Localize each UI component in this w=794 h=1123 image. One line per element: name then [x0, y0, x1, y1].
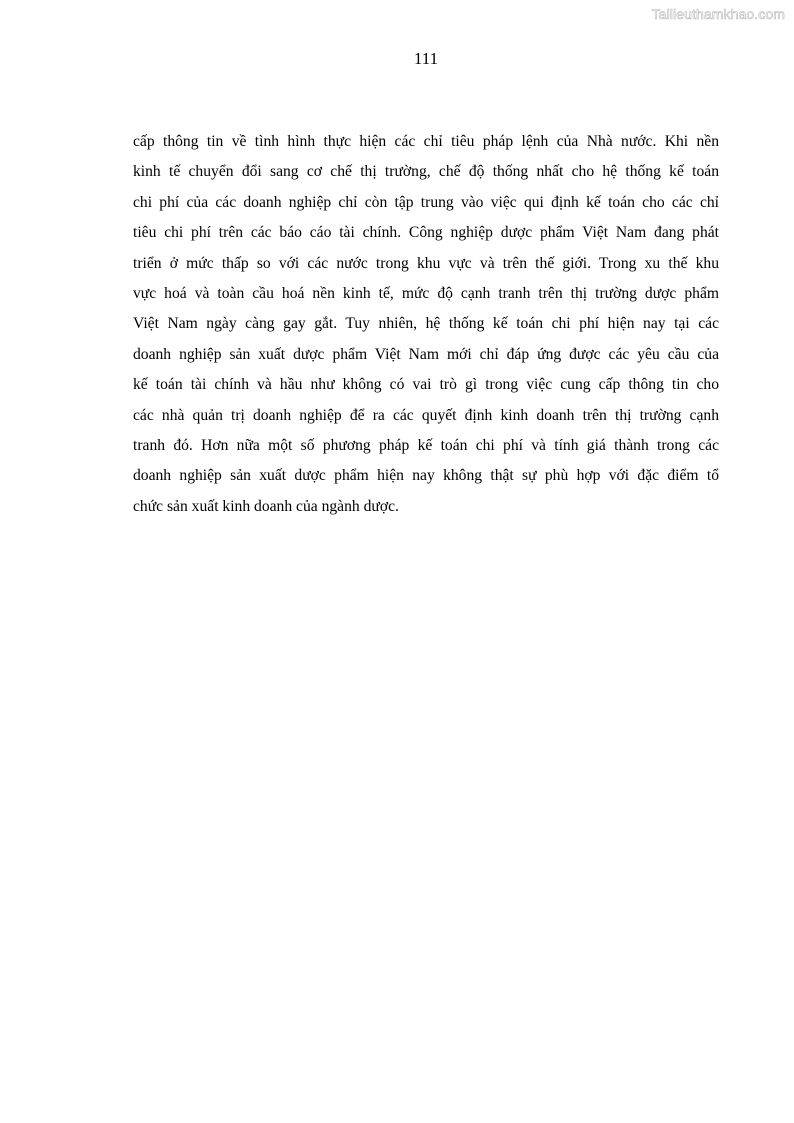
paragraph-line: triển ở mức thấp so với các nước trong khu vực và trên thế giới. Trong xu thế khu — [133, 254, 719, 272]
paragraph-line: chi phí của các doanh nghiệp chỉ còn tập trung vào việc qui định kế toán cho các chỉ — [133, 193, 719, 211]
paragraph-line: các nhà quản trị doanh nghiệp để ra các quyết định kinh doanh trên thị trường cạnh — [133, 406, 719, 424]
paragraph-line: vực hoá và toàn cầu hoá nền kinh tế, mức độ cạnh tranh trên thị trường dược phẩm — [133, 285, 719, 303]
paragraph-line: doanh nghiệp sản xuất dược phẩm Việt Nam mới chỉ đáp ứng được các yêu cầu của — [133, 345, 719, 363]
paragraph-line: kinh tế chuyển đổi sang cơ chế thị trường, chế độ thống nhất cho hệ thống kế toán — [133, 163, 719, 181]
paragraph-line: doanh nghiệp sản xuất dược phẩm hiện nay không thật sự phù hợp với đặc điểm tổ — [133, 467, 719, 485]
paragraph-line: tranh đó. Hơn nữa một số phương pháp kế toán chi phí và tính giá thành trong các — [133, 437, 719, 455]
paragraph-line: cấp thông tin về tình hình thực hiện các chỉ tiêu pháp lệnh của Nhà nước. Khi nền — [133, 133, 719, 150]
body-paragraph — [133, 127, 719, 522]
page-number: 111 — [413, 49, 439, 68]
paragraph-line: kế toán tài chính và hầu như không có vai trò gì trong việc cung cấp thông tin cho — [133, 376, 719, 394]
paragraph-line: chức sản xuất kinh doanh của ngành dược. — [133, 497, 399, 515]
watermark: Tailieuthamkhao.com — [651, 6, 785, 22]
paragraph-line: tiêu chi phí trên các báo cáo tài chính. Công nghiệp dược phẩm Việt Nam đang phát — [133, 224, 719, 242]
paragraph-line: Việt Nam ngày càng gay gắt. Tuy nhiên, hệ thống kế toán chi phí hiện nay tại các — [133, 315, 719, 333]
